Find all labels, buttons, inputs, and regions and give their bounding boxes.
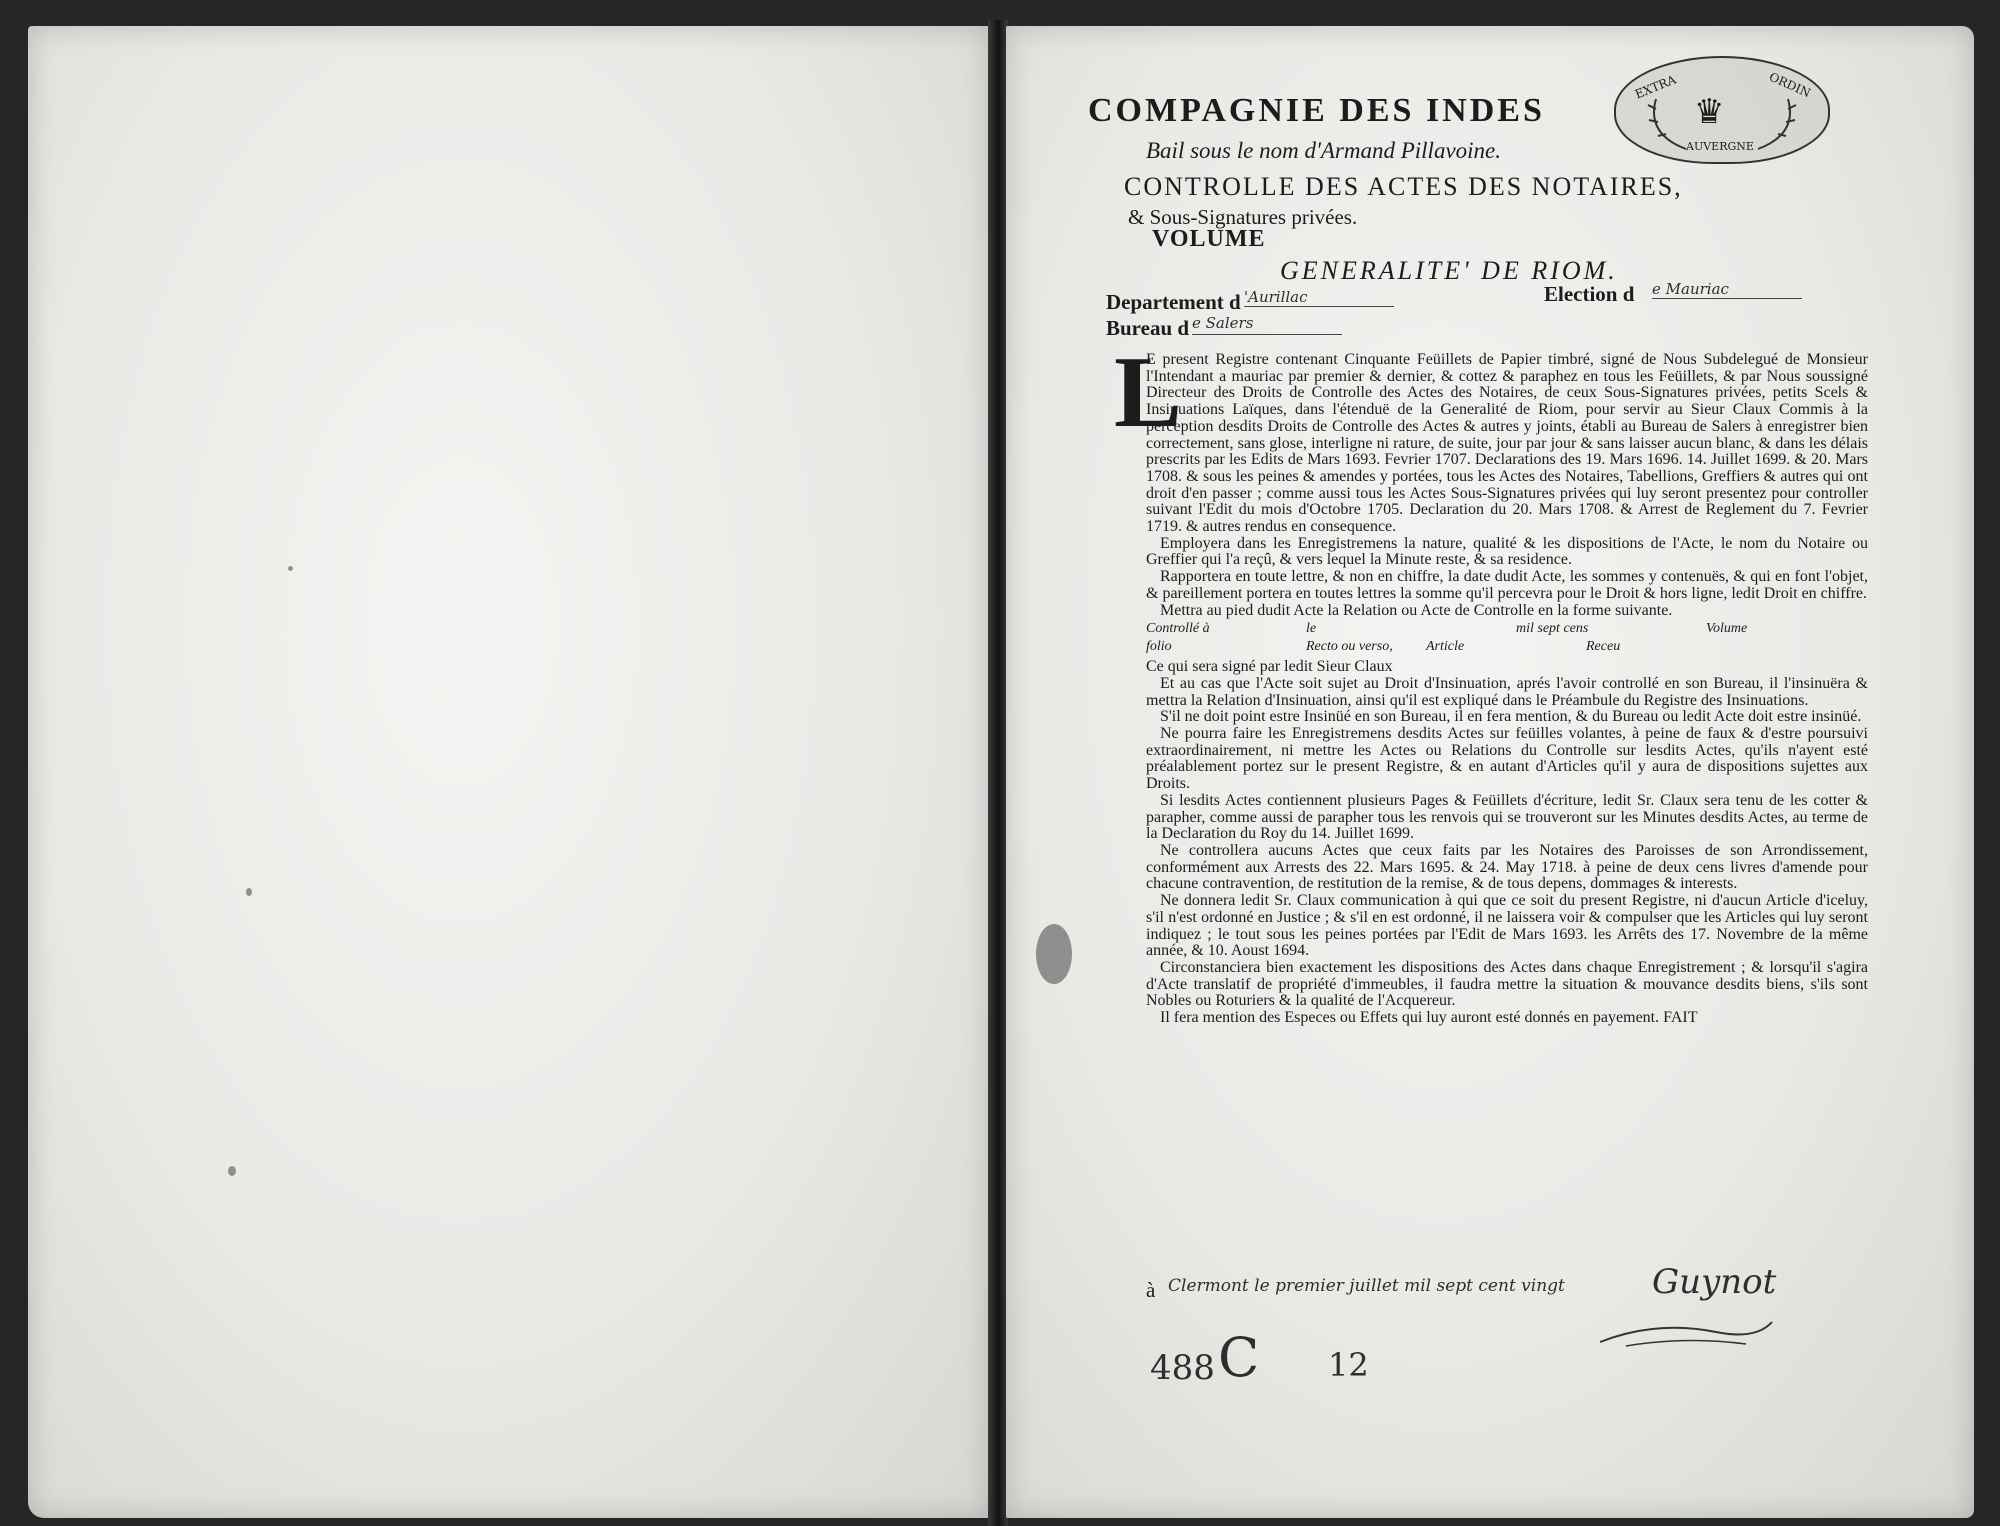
formula-word: Article bbox=[1426, 639, 1465, 655]
paragraph: Si lesdits Actes contiennent plusieurs Pages & Feüillets d'écriture, ledit Sr. Claux sera tenu de les cotter & parapher, comme aussi de parapher tous les renvois qui se trouveront sur les Minutes desdits Actes, au terme de la Declaration du Roy du 14. Juillet 1699. bbox=[1146, 791, 1868, 843]
signature: Guynot bbox=[1652, 1262, 1777, 1302]
departement-line bbox=[1244, 306, 1394, 307]
paragraph: Ce qui sera signé par ledit Sieur Claux bbox=[1146, 658, 1393, 676]
election-line bbox=[1652, 298, 1802, 299]
bureau-value: e Salers bbox=[1192, 314, 1254, 332]
paragraph: Ne donnera ledit Sr. Claux communication à qui que ce soit du present Registre, ni d'aucun Article d'iceluy, s'il n'est ordonné en Justice ; & s'il en est ordonné, il ne laissera voir & compulser que les Articles qui luy seront indiquez ; le tout sous les peines portées par l'Edit de Mars 1693. les Arrêts des 17. Novembre de la même année, & 10. Aoust 1694. bbox=[1146, 892, 1868, 960]
stamp-left-text: EXTRA bbox=[1632, 72, 1679, 102]
volume-label: VOLUME bbox=[1152, 226, 1266, 252]
crown-icon: ♛ bbox=[1694, 92, 1725, 132]
drop-cap: L bbox=[1114, 336, 1183, 449]
fait-a-label: à bbox=[1146, 1278, 1156, 1302]
controle-formula bbox=[1146, 619, 1868, 659]
paper-spot bbox=[246, 888, 252, 896]
departement-value: 'Aurillac bbox=[1244, 288, 1308, 306]
bail-line: Bail sous le nom d'Armand Pillavoine. bbox=[1146, 138, 1501, 163]
election-label: Election d bbox=[1544, 282, 1635, 306]
laurel-right-icon bbox=[1748, 94, 1808, 154]
place-date: Clermont le premier juillet mil sept cent vingt bbox=[1168, 1276, 1565, 1296]
paragraph: Il fera mention des Especes ou Effets qui luy auront esté donnés en payement. FAIT bbox=[1160, 1009, 1698, 1027]
formula-word: Volume bbox=[1706, 621, 1748, 637]
tax-stamp bbox=[1614, 56, 1830, 164]
paragraph: S'il ne doit point estre Insinüé en son Bureau, il en fera mention, & du Bureau ou ledit Acte doit estre insinüé. bbox=[1160, 708, 1862, 726]
book-spine bbox=[988, 20, 1008, 1526]
document-title: COMPAGNIE DES INDES bbox=[1088, 92, 1545, 129]
signature-flourish-icon bbox=[1596, 1312, 1776, 1352]
formula-word: mil sept cens bbox=[1516, 621, 1589, 637]
bureau-label: Bureau d bbox=[1106, 316, 1190, 340]
formula-word: Recto ou verso, bbox=[1306, 639, 1393, 655]
left-page bbox=[28, 26, 990, 1518]
paragraph: E present Registre contenant Cinquante Feüillets de Papier timbré, signé de Nous Subdelegué de Monsieur l'Intendant a mauriac par premier & dernier, & cottez & paraphez en tous les Feüillets, & par Nous soussigné Directeur des Droits de Controlle des Actes des Notaires, de ceux Sous-Signatures privées, petits Scels & Insinuations Laïques, dans l'étenduë de la Generalité de Riom, pour servir au Sieur Claux Commis à la perception desdits Droits de Controlle des Actes & autres y joints, établi au Bureau de Salers à enregistrer bien correctement, sans glose, interligne ni rature, de suite, jour par jour & sans laisser aucun blanc, & dans les délais prescrits par les Edits de Mars 1693. Fevrier 1707. Declarations des 19. Mars 1696. 14. Juillet 1699. & 20. Mars 1708. & sous les peines & amendes y portées, tous les Actes des Notaires, Tabellions, Greffiers & autres qui ont droit d'en passer ; comme aussi tous les Actes Sous-Signatures privées qui luy seront presentez pour controller suivant l'Edit du mois d'Octobre 1705. Declaration du 20. Mars 1708. & Arrest de Reglement du 7. Fevrier 1719. & autres rendus en consequence. bbox=[1146, 351, 1868, 536]
laurel-left-icon bbox=[1636, 94, 1696, 154]
formula-word: le bbox=[1306, 621, 1317, 637]
register-text bbox=[1146, 352, 1868, 1027]
controle-heading: CONTROLLE DES ACTES DES NOTAIRES, bbox=[1124, 172, 1683, 201]
archive-letter: C bbox=[1218, 1326, 1260, 1389]
formula-word: Controllé à bbox=[1146, 621, 1210, 637]
paragraph: Rapportera en toute lettre, & non en chiffre, la date dudit Acte, les sommes y contenuës, & qui en font l'objet, & pareillement portera en toutes lettres la somme qu'il percevra pour le Droit & hors ligne, ledit Droit en chiffre. bbox=[1146, 568, 1868, 602]
paragraph: Mettra au pied dudit Acte la Relation ou Acte de Controlle en la forme suivante. bbox=[1160, 601, 1673, 619]
paper-spot bbox=[288, 566, 293, 571]
paragraph: Circonstanciera bien exactement les dispositions des Actes dans chaque Enregistrement ; & lorsqu'il s'agira d'Acte translatif de propriété d'immeubles, il faudra mettre la situation & mouvance desdits biens, s'ils sont Nobles ou Roturiers & la qualité de l'Acquereur. bbox=[1146, 958, 1868, 1010]
sous-signatures-line: & Sous-Signatures privées. bbox=[1128, 205, 1358, 229]
archive-number: 488 bbox=[1150, 1348, 1215, 1388]
paragraph: Et au cas que l'Acte soit sujet au Droit d'Insinuation, aprés l'avoir controllé en son Bureau, il l'insinuëra & mettra la Relation d'Insinuation, ainsi qu'il est expliqué dans le Préambule du Registre des Insinuations. bbox=[1146, 674, 1868, 709]
bureau-line bbox=[1192, 334, 1342, 335]
paper-spot bbox=[228, 1166, 236, 1176]
paragraph: Ne pourra faire les Enregistremens desdits Actes sur feüilles volantes, à peine de faux & d'estre poursuivi extraordinairement, ni mettre les Actes ou Relations du Controlle sur lesdits Actes, qu'ils n'ayent esté préalablement portez sur le present Registre, & en autant d'Articles qu'il y aura de dispositions sujettes aux Droits. bbox=[1146, 725, 1868, 793]
stamp-right-text: ORDIN bbox=[1767, 69, 1813, 101]
archive-folio: 12 bbox=[1328, 1346, 1369, 1384]
paragraph: Ne controllera aucuns Actes que ceux faits par les Notaires des Paroisses de son Arrondissement, conformément aux Arrests des 22. Mars 1695. & 24. May 1718. à peine de deux cens livres d'amende pour chacune contravention, de restitution de la remise, & de tous depens, dommages & interests. bbox=[1146, 841, 1868, 893]
departement-label: Departement d bbox=[1106, 290, 1241, 314]
stamp-bottom-text: AUVERGNE bbox=[1686, 140, 1754, 153]
ink-blot bbox=[1036, 924, 1072, 984]
generalite-heading: GENERALITE' DE RIOM. bbox=[1280, 256, 1618, 285]
paragraph: Employera dans les Enregistremens la nature, qualité & les dispositions de l'Acte, le nom du Notaire ou Greffier qui l'a reçû, & vers lequel la Minute reste, & sa residence. bbox=[1146, 534, 1868, 569]
formula-word: Receu bbox=[1586, 639, 1621, 655]
election-value: e Mauriac bbox=[1652, 280, 1729, 298]
formula-word: folio bbox=[1146, 639, 1172, 655]
